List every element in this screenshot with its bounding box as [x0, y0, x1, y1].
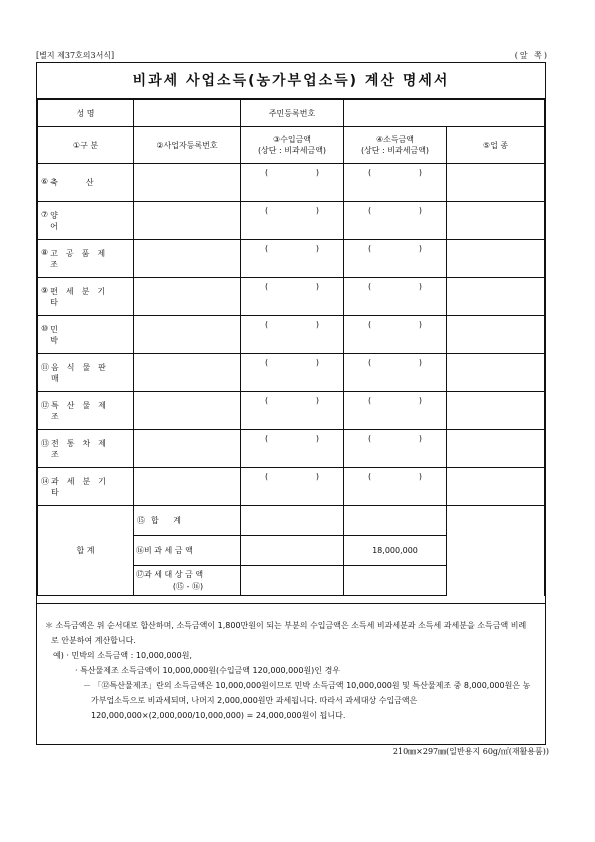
row-text: 전통차제조 [51, 438, 114, 459]
row-label [38, 316, 134, 354]
total-revenue-cell[interactable] [241, 506, 344, 536]
paren-close: ) [418, 396, 422, 405]
table-row [38, 392, 545, 430]
row-num: ⑧ [41, 247, 49, 257]
name-row [38, 100, 545, 127]
paren-close: ) [315, 472, 319, 481]
revenue-cell[interactable] [241, 430, 344, 468]
total-sum-label [134, 506, 241, 536]
row-label [38, 240, 134, 278]
table-row [38, 202, 545, 240]
col-revenue-title: ③수입금액 [272, 135, 312, 144]
paren-open: ( [265, 358, 269, 367]
paren-open: ( [368, 472, 372, 481]
business-number-cell[interactable] [134, 430, 241, 468]
industry-cell[interactable] [447, 278, 545, 316]
name-field[interactable] [134, 100, 241, 127]
taxable-label [134, 566, 241, 596]
col-revenue [241, 127, 344, 164]
paren-close: ) [418, 282, 422, 291]
note-example-3: － 「⑫특산물제조」란의 소득금액은 10,000,000원이므로 민박 소득금액 10,000,000원 및 특산물제조 중 8,000,000원은 농가부업소득으로 비과세되며, 나머지 2,000,000원만 과세됩니다. 따라서 과세대상 수입금액은 120,000,000×(2,000,000/10,000,000) = 24,000,000원이 됩니다. [83, 681, 531, 720]
row-label [38, 392, 134, 430]
table-row [38, 240, 545, 278]
total-sum-text: ⑮합 계 [137, 516, 187, 525]
id-field[interactable] [344, 100, 545, 127]
col-revenue-sub: (상단 : 비과세금액) [257, 146, 327, 155]
row-num: ⑩ [41, 323, 49, 333]
business-number-cell[interactable] [134, 240, 241, 278]
business-number-cell[interactable] [134, 354, 241, 392]
row-text: 양어 [50, 210, 110, 231]
page-side: (앞 쪽) [514, 51, 549, 60]
industry-cell[interactable] [447, 468, 545, 506]
paren-close: ) [418, 320, 422, 329]
row-num: ⑦ [41, 209, 49, 219]
row-label [38, 430, 134, 468]
paren-open: ( [368, 434, 372, 443]
row-label [38, 202, 134, 240]
col-industry: ⑤업 종 [447, 127, 545, 164]
income-cell[interactable] [344, 316, 447, 354]
paren-open: ( [265, 168, 269, 177]
paren-close: ) [315, 282, 319, 291]
row-num: ⑥ [41, 177, 49, 186]
industry-cell[interactable] [447, 354, 545, 392]
row-label [38, 278, 134, 316]
revenue-cell[interactable] [241, 202, 344, 240]
totals-label: 합 계 [38, 506, 134, 596]
business-number-cell[interactable] [134, 468, 241, 506]
note-example: 예) · 민박의 소득금액 : 10,000,000원, [53, 651, 192, 660]
row-text: 과세분기타 [51, 476, 114, 497]
col-business-number: ②사업자등록번호 [134, 127, 241, 164]
row-num: ⑪ [41, 362, 49, 372]
revenue-cell[interactable] [241, 316, 344, 354]
col-income [344, 127, 447, 164]
paren-close: ) [315, 358, 319, 367]
paren-close: ) [418, 434, 422, 443]
paren-close: ) [418, 472, 422, 481]
row-text: 편세분기타 [50, 286, 114, 307]
business-number-cell[interactable] [134, 316, 241, 354]
business-number-cell[interactable] [134, 202, 241, 240]
revenue-cell[interactable] [241, 392, 344, 430]
taxable-revenue-cell[interactable] [241, 566, 344, 596]
paren-open: ( [265, 282, 269, 291]
industry-cell[interactable] [447, 430, 545, 468]
row-num: ⑭ [41, 476, 49, 486]
table-row [38, 278, 545, 316]
row-label [38, 164, 134, 202]
taxable-formula: (⑮ - ⑯) [172, 581, 204, 591]
form-title: 비과세 사업소득(농가부업소득) 계산 명세서 [37, 63, 545, 99]
row-num: ⑬ [41, 438, 49, 448]
business-number-cell[interactable] [134, 392, 241, 430]
paren-open: ( [265, 206, 269, 215]
paper-spec: 210㎜×297㎜(일반용지 60g/㎡(재활용품)) [392, 747, 549, 756]
row-text: 특산물제조 [51, 400, 114, 421]
paren-close: ) [315, 396, 319, 405]
table-row [38, 164, 545, 202]
row-num: ⑫ [41, 400, 49, 410]
col-income-title: ④소득금액 [375, 135, 415, 144]
total-row [38, 506, 545, 536]
paren-close: ) [418, 206, 422, 215]
income-cell[interactable] [344, 278, 447, 316]
paren-open: ( [265, 472, 269, 481]
income-table [37, 99, 545, 596]
income-cell[interactable] [344, 354, 447, 392]
paren-close: ) [315, 434, 319, 443]
revenue-cell[interactable] [241, 468, 344, 506]
row-text: 음식물판매 [51, 362, 114, 383]
row-label [38, 468, 134, 506]
paren-open: ( [368, 396, 372, 405]
note-main: ＊ 소득금액은 위 순서대로 합산하며, 소득금액이 1,800만원이 되는 부분의 수입금액은 소득세 비과세분과 소득세 과세분을 소득금액 비례로 안분하여 계산합니다. [45, 621, 527, 645]
table-row [38, 354, 545, 392]
paren-open: ( [265, 396, 269, 405]
income-cell[interactable] [344, 430, 447, 468]
paren-open: ( [368, 358, 372, 367]
form-frame [36, 62, 546, 745]
nontaxable-revenue-cell[interactable] [241, 536, 344, 566]
industry-cell[interactable] [447, 316, 545, 354]
paren-close: ) [315, 320, 319, 329]
taxable-label-text: ⑰과 세 대 상 금 액 [136, 569, 204, 579]
paren-open: ( [368, 244, 372, 253]
paren-open: ( [368, 168, 372, 177]
paren-open: ( [368, 282, 372, 291]
paren-close: ) [315, 244, 319, 253]
paren-close: ) [418, 358, 422, 367]
id-label: 주민등록번호 [241, 100, 344, 127]
industry-cell[interactable] [447, 392, 545, 430]
name-label: 성 명 [38, 100, 134, 127]
industry-cell[interactable] [447, 202, 545, 240]
form-number: [별지 제37호의3서식] [36, 51, 115, 60]
industry-cell[interactable] [447, 240, 545, 278]
row-text: 민박 [50, 324, 110, 345]
paren-open: ( [368, 206, 372, 215]
table-row [38, 316, 545, 354]
business-number-cell[interactable] [134, 278, 241, 316]
taxable-income-cell[interactable] [344, 566, 447, 596]
row-text: 축산 [50, 178, 122, 187]
row-label [38, 354, 134, 392]
note-example-2: · 특산물제조 소득금액이 10,000,000원(수입금액 120,000,000원)인 경우 [75, 666, 341, 675]
notes-section [37, 603, 545, 723]
industry-cell[interactable] [447, 164, 545, 202]
row-num: ⑨ [41, 285, 49, 295]
table-row [38, 468, 545, 506]
table-row [38, 430, 545, 468]
revenue-cell[interactable] [241, 354, 344, 392]
paren-close: ) [315, 168, 319, 177]
paren-open: ( [265, 320, 269, 329]
income-cell[interactable] [344, 240, 447, 278]
paren-open: ( [368, 320, 372, 329]
paren-open: ( [265, 244, 269, 253]
revenue-cell[interactable] [241, 240, 344, 278]
paren-close: ) [315, 206, 319, 215]
revenue-cell[interactable] [241, 164, 344, 202]
totals-blank [447, 506, 545, 596]
revenue-cell[interactable] [241, 278, 344, 316]
paren-close: ) [418, 168, 422, 177]
row-text: 고공품제조 [50, 248, 114, 269]
nontaxable-income-value: 18,000,000 [344, 536, 447, 566]
total-income-cell[interactable] [344, 506, 447, 536]
income-cell[interactable] [344, 164, 447, 202]
column-header-row [38, 127, 545, 164]
paren-close: ) [418, 244, 422, 253]
nontaxable-label: ⑯비 과 세 금 액 [134, 536, 241, 566]
col-category: ①구 분 [38, 127, 134, 164]
paren-open: ( [265, 434, 269, 443]
income-cell[interactable] [344, 392, 447, 430]
income-cell[interactable] [344, 468, 447, 506]
business-number-cell[interactable] [134, 164, 241, 202]
income-cell[interactable] [344, 202, 447, 240]
col-income-sub: (상단 : 비과세금액) [360, 146, 430, 155]
